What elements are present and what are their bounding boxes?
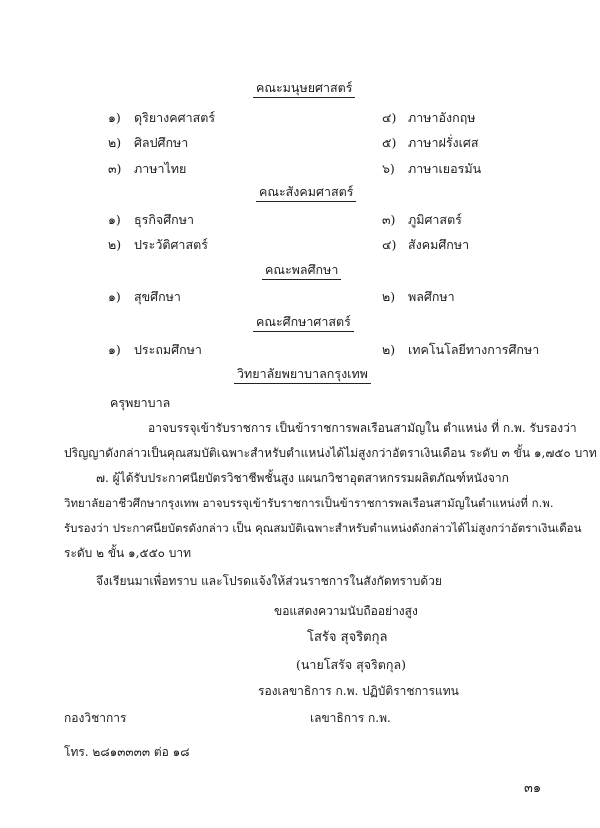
list-item xyxy=(108,289,181,305)
list-item xyxy=(108,161,186,177)
list-item xyxy=(108,110,215,126)
item7-line-3: รับรองว่า ประกาศนียบัตรดังกล่าว เป็น คุณสมบัติเฉพาะสำหรับตำแหน่งดังกล่าวได้ไม่สูงกว่าอัตราเงินเดือน xyxy=(64,521,582,535)
list-item xyxy=(382,135,479,151)
item-label: ศิลปศึกษา xyxy=(134,135,189,150)
list-item xyxy=(108,212,194,228)
item-number: ๑) xyxy=(108,289,121,304)
section-title-physical-education: คณะพลศึกษา xyxy=(262,262,341,280)
section-title-humanities: คณะมนุษยศาสตร์ xyxy=(253,80,355,98)
list-item xyxy=(382,212,462,228)
item-label: ภาษาเยอรมัน xyxy=(408,161,482,176)
nursing-line-2: ปริญญาดังกล่าวเป็นคุณสมบัติเฉพาะสำหรับตำแหน่งได้ไม่สูงกว่าอัตราเงินเดือน ระดับ ๓ ขั้น ๑,๗๕๐ บาท xyxy=(64,446,597,460)
item-number: ๑) xyxy=(108,342,121,357)
item-number: ๑) xyxy=(108,110,121,125)
list-item xyxy=(108,237,208,253)
item-label: พลศึกษา xyxy=(408,289,455,304)
list-item xyxy=(108,342,202,358)
item-label: ประวัติศาสตร์ xyxy=(134,237,208,252)
signature-position-2: เลขาธิการ ก.พ. xyxy=(310,711,391,725)
phone-line: โทร. ๒๘๑๓๓๓๓ ต่อ ๑๘ xyxy=(64,745,190,759)
list-item xyxy=(382,110,476,126)
list-item xyxy=(382,161,481,177)
item-label: เทคโนโลยีทางการศึกษา xyxy=(408,342,540,357)
list-item xyxy=(382,237,469,253)
item-label: สุขศึกษา xyxy=(134,289,181,304)
item-label: ภาษาฝรั่งเศส xyxy=(408,135,479,150)
list-item xyxy=(382,342,539,358)
section-title-social-sciences: คณะสังคมศาสตร์ xyxy=(256,184,356,202)
page-number: ๓๑ xyxy=(524,781,542,796)
signature-position: รองเลขาธิการ ก.พ. ปฏิบัติราชการแทน xyxy=(258,684,459,698)
item-number: ๑) xyxy=(108,212,121,227)
nursing-line-1: อาจบรรจุเข้ารับราชการ เป็นข้าราชการพลเรือนสามัญใน ตำแหน่ง ที่ ก.พ. รับรองว่า xyxy=(148,421,577,435)
item7-line-4: ระดับ ๒ ขั้น ๑,๕๕๐ บาท xyxy=(64,546,192,560)
item-number: ๓) xyxy=(382,212,396,227)
item-number: ๔) xyxy=(382,237,397,252)
signature-name-paren: (นายโสรัจ สุจริตกุล) xyxy=(296,657,407,672)
item-label: ภาษาไทย xyxy=(134,161,187,176)
item-label: ประถมศึกษา xyxy=(134,342,202,357)
item-label: สังคมศึกษา xyxy=(408,237,470,252)
list-item xyxy=(382,289,455,305)
item-label: ธุรกิจศึกษา xyxy=(134,212,194,227)
item7-line-2: วิทยาลัยอาชีวศึกษากรุงเทพ อาจบรรจุเข้ารับราชการเป็นข้าราชการพลเรือนสามัญในตำแหน่งที่ ก.พ. xyxy=(64,496,554,510)
nursing-label: ครุพยาบาล xyxy=(110,395,171,410)
signature-name: โสรัจ สุจริตกุล xyxy=(307,630,388,645)
department-name: กองวิชาการ xyxy=(64,711,127,725)
item-number: ๓) xyxy=(108,161,122,176)
item7-line-1: ๗. ผู้ได้รับประกาศนียบัตรวิชาชีพชั้นสูง แผนกวิชาอุตสาหกรรมผลิตภัณฑ์หนังจาก xyxy=(96,471,509,485)
item-number: ๕) xyxy=(382,135,397,150)
signature-regards: ขอแสดงความนับถืออย่างสูง xyxy=(274,604,418,618)
item-label: ภาษาอังกฤษ xyxy=(408,110,476,125)
section-title-education: คณะศึกษาศาสตร์ xyxy=(253,314,354,332)
item-number: ๔) xyxy=(382,110,397,125)
item-number: ๒) xyxy=(382,342,396,357)
item-number: ๒) xyxy=(108,135,122,150)
item-label: ภูมิศาสตร์ xyxy=(408,212,462,227)
section-title-college: วิทยาลัยพยาบาลกรุงเทพ xyxy=(234,366,371,384)
list-item xyxy=(108,135,188,151)
item-number: ๖) xyxy=(382,161,395,176)
item-label: ดุริยางคศาสตร์ xyxy=(134,110,216,125)
item-number: ๒) xyxy=(382,289,396,304)
item-number: ๒) xyxy=(108,237,122,252)
closing-line: จึงเรียนมาเพื่อทราบ และโปรดแจ้งให้ส่วนราชการในสังกัดทราบด้วย xyxy=(96,574,442,588)
